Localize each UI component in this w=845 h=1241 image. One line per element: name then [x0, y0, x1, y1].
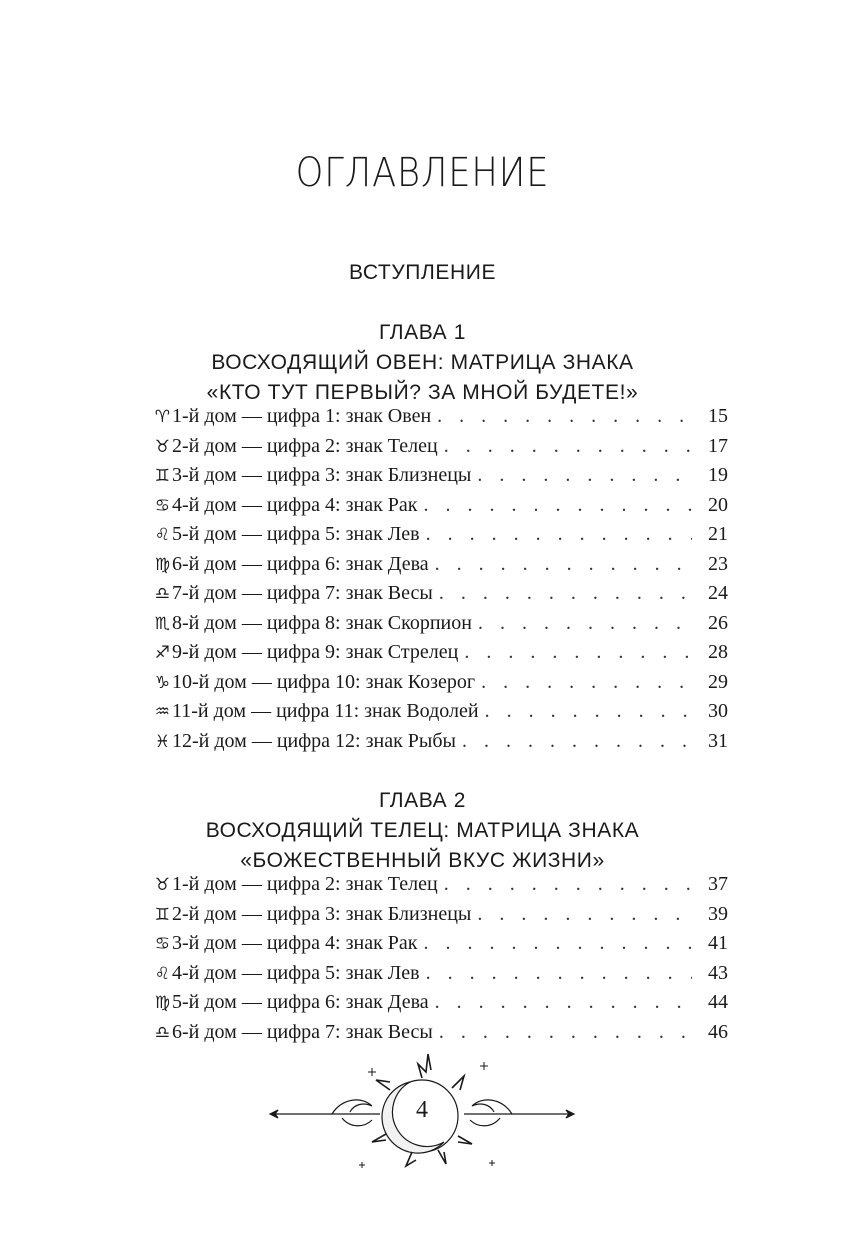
page-number: 28 — [708, 641, 728, 663]
aries-icon: ♈ — [154, 407, 170, 427]
page-number: 43 — [708, 961, 728, 984]
cancer-icon: ♋ — [154, 934, 170, 954]
page-number: 31 — [708, 729, 728, 752]
entry-text: 4-й дом — цифра 5: знак Лев — [172, 961, 420, 984]
toc-entry[interactable] — [142, 405, 728, 435]
dot-leader — [485, 700, 692, 723]
page-number: 30 — [708, 700, 728, 722]
pisces-icon: ♓ — [154, 731, 170, 752]
chapter-1-toc — [142, 405, 728, 759]
page-number: 15 — [708, 405, 728, 427]
entry-text: 1-й дом — цифра 1: знак Овен — [172, 405, 432, 427]
dot-leader — [464, 641, 692, 664]
entry-text: 12-й дом — цифра 12: знак Рыбы — [172, 729, 456, 752]
toc-entry[interactable] — [142, 523, 728, 553]
entry-text: 6-й дом — цифра 7: знак Весы — [172, 1020, 433, 1043]
toc-entry[interactable] — [142, 464, 728, 494]
entry-text: 3-й дом — цифра 3: знак Близнецы — [172, 464, 472, 486]
toc-entry[interactable] — [142, 494, 728, 524]
toc-entry[interactable] — [142, 553, 728, 583]
toc-entry[interactable] — [142, 671, 728, 701]
entry-text: 11-й дом — цифра 11: знак Водолей — [172, 700, 479, 722]
toc-entry[interactable] — [142, 962, 728, 992]
page-title: ОГЛАВЛЕНИЕ — [295, 150, 550, 196]
dot-leader — [435, 553, 692, 576]
chapter-2-label: ГЛАВА 2 — [378, 789, 466, 812]
chapter-1-label: ГЛАВА 1 — [378, 321, 466, 344]
capricorn-icon: ♑ — [154, 672, 170, 693]
leo-icon: ♌ — [154, 963, 170, 984]
entry-text: 10-й дом — цифра 10: знак Козерог — [172, 670, 476, 693]
libra-icon: ♎ — [154, 584, 170, 604]
entry-text: 6-й дом — цифра 6: знак Дева — [172, 552, 429, 575]
dot-leader — [477, 464, 692, 487]
sagittarius-icon: ♐ — [154, 643, 170, 663]
toc-entry[interactable] — [142, 932, 728, 962]
libra-icon: ♎ — [154, 1022, 170, 1043]
taurus-icon: ♉ — [154, 436, 170, 457]
entry-text: 5-й дом — цифра 6: знак Дева — [172, 991, 429, 1013]
page-number: 37 — [708, 873, 728, 895]
toc-entry[interactable] — [142, 903, 728, 933]
dot-leader — [426, 962, 692, 985]
taurus-icon: ♉ — [154, 875, 170, 895]
entry-text: 3-й дом — цифра 4: знак Рак — [172, 932, 418, 954]
page-folio: 4 — [416, 1097, 428, 1123]
dot-leader — [477, 903, 692, 926]
chapter-1-subtitle: «КТО ТУТ ПЕРВЫЙ? ЗА МНОЙ БУДЕТЕ!» — [206, 381, 639, 404]
section-intro[interactable]: ВСТУПЛЕНИЕ — [348, 261, 497, 284]
dot-leader — [435, 991, 692, 1014]
leo-icon: ♌ — [154, 525, 170, 545]
page-number: 39 — [708, 902, 728, 925]
page-number: 19 — [708, 464, 728, 486]
page-number: 24 — [708, 582, 728, 604]
entry-text: 7-й дом — цифра 7: знак Весы — [172, 582, 433, 604]
toc-entry[interactable] — [142, 991, 728, 1021]
page-number: 41 — [708, 932, 728, 954]
toc-entry[interactable] — [142, 873, 728, 903]
toc-entry[interactable] — [142, 582, 728, 612]
dot-leader — [444, 873, 692, 896]
entry-text: 9-й дом — цифра 9: знак Стрелец — [172, 641, 459, 663]
dot-leader — [424, 494, 692, 517]
chapter-2-title: ВОСХОДЯЩИЙ ТЕЛЕЦ: МАТРИЦА ЗНАКА — [205, 819, 640, 842]
entry-text: 4-й дом — цифра 4: знак Рак — [172, 493, 418, 516]
toc-entry[interactable] — [142, 1021, 728, 1051]
page-number: 20 — [708, 493, 728, 516]
toc-entry[interactable] — [142, 435, 728, 465]
gemini-icon: ♊ — [154, 466, 170, 486]
dot-leader — [424, 932, 692, 955]
dot-leader — [462, 730, 692, 753]
entry-text: 2-й дом — цифра 2: знак Телец — [172, 434, 438, 457]
page-number: 23 — [708, 552, 728, 575]
entry-text: 1-й дом — цифра 2: знак Телец — [172, 873, 438, 895]
toc-entry[interactable] — [142, 612, 728, 642]
virgo-icon: ♍ — [154, 554, 170, 575]
toc-entry[interactable] — [142, 700, 728, 730]
virgo-icon: ♍ — [154, 993, 170, 1013]
page-number: 17 — [708, 434, 728, 457]
dot-leader — [481, 671, 692, 694]
chapter-1-title: ВОСХОДЯЩИЙ ОВЕН: МАТРИЦА ЗНАКА — [211, 351, 634, 374]
page-number: 21 — [708, 523, 728, 545]
page-number: 44 — [708, 991, 728, 1013]
dot-leader — [478, 612, 692, 635]
dot-leader — [444, 435, 692, 458]
page-number: 26 — [708, 611, 728, 634]
page-number: 46 — [708, 1020, 728, 1043]
dot-leader — [439, 1021, 692, 1044]
entry-text: 5-й дом — цифра 5: знак Лев — [172, 523, 420, 545]
entry-text: 8-й дом — цифра 8: знак Скорпион — [172, 611, 472, 634]
dot-leader — [426, 523, 692, 546]
toc-entry[interactable] — [142, 641, 728, 671]
entry-text: 2-й дом — цифра 3: знак Близнецы — [172, 902, 472, 925]
chapter-2-toc — [142, 873, 728, 1050]
dot-leader — [439, 582, 692, 605]
toc-entry[interactable] — [142, 730, 728, 760]
scorpio-icon: ♏ — [154, 613, 170, 634]
aquarius-icon: ♒ — [154, 702, 170, 722]
dot-leader — [437, 405, 692, 428]
cancer-icon: ♋ — [154, 495, 170, 516]
gemini-icon: ♊ — [154, 904, 170, 925]
chapter-2-subtitle: «БОЖЕСТВЕННЫЙ ВКУС ЖИЗНИ» — [240, 849, 605, 872]
page-number: 29 — [708, 670, 728, 693]
